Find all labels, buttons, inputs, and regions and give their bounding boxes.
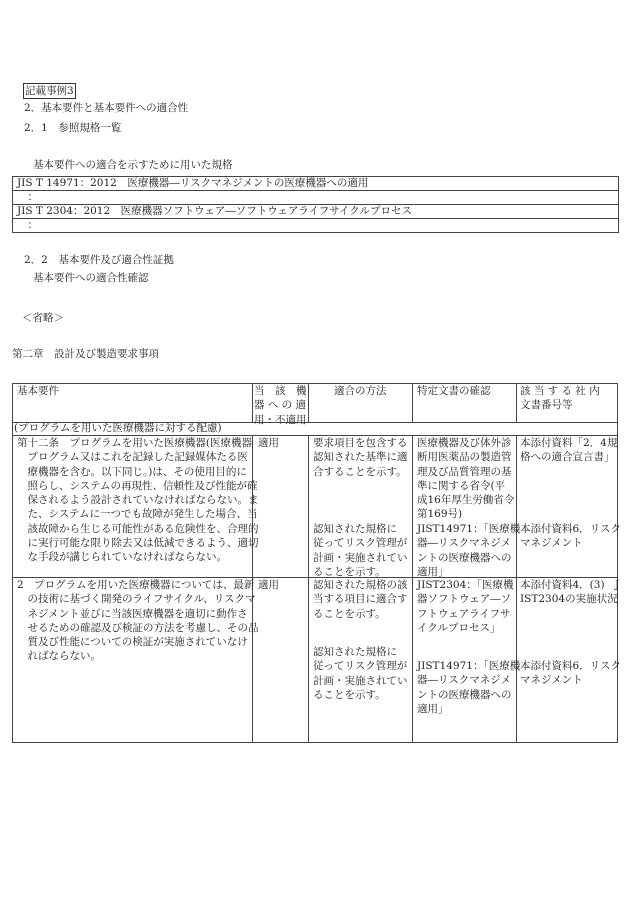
standards-table	[12, 176, 619, 233]
standards-caption: 基本要件への適合を示すために用いた規格	[33, 159, 233, 171]
document-text: JIST14971：「医療機 器―リスクマネジメ ントの医療機器への 適用」	[417, 523, 521, 578]
method-text: 認知された規格に 従ってリスク管理が 計画・実施されてい ることを示す。	[313, 523, 408, 578]
requirement-text: 第十二条 プログラムを用いた医療機器(医療機器 プログラム又はこれを記録した記録媒体たる医 療機器を含む。以下同じ。)は、その使用目的に 照らし、システムの再現性、信頼性及び性能が確 保されるよう設計されていなければならない。ま た、システムに一つでも故障が発生した場合、当 該故障から生じる可能性がある危険性を、合理的 に実行可能な限り除去又は低減できるよう、適切 な手段が講じられていなければならない。	[17, 437, 259, 564]
internal-doc-text: 本添付資料「2．4規 格への適合宣言書」	[520, 437, 618, 464]
method-text: 要求項目を包含する 認知された基準に適 合することを示す。	[313, 437, 408, 478]
internal-doc-text: 本添付資料6．リスク マネジメント	[520, 523, 621, 550]
header-requirement: 基本要件	[17, 385, 59, 397]
section-2-1-title: 2．1 参照規格一覧	[24, 122, 122, 134]
standards-row: ：	[17, 219, 38, 231]
document-text: 医療機器及び体外診 断用医薬品の製造管 理及び品質管理の基 準に関する省令(平 成16年厚生労働省令 第169号)	[417, 437, 515, 521]
section-2-title: 2．基本要件と基本要件への適合性	[24, 102, 189, 114]
section-2-2-subtitle: 基本要件への適合性確認	[33, 272, 149, 284]
document-text: JIST2304：「医療機 器ソフトウェア―ソ フトウェアライフサ イクルプロセス」	[417, 579, 514, 634]
omitted-note: ＜省略＞	[22, 312, 64, 324]
standards-row: JIS T 14971：2012 医療機器―リスクマネジメントの医療機器への適用	[13, 177, 618, 191]
header-applicability: 当 該 機 器 へ の 適 用・不適用	[254, 385, 307, 426]
header-documents: 特定文書の確認	[417, 385, 491, 397]
requirement-text: 2 プログラムを用いた医療機器については、最新 の技術に基づく開発のライフサイクル、リスクマ ネジメント並びに当該医療機器を適切に動作さ せるための確認及び検証の方法を考慮し、その品 質及び性能についての検証が実施されていなけ ればならない。	[17, 579, 259, 663]
header-internal-docs: 該 当 す る 社 内 文書番号等	[520, 385, 600, 412]
section-2-2-title: 2．2 基本要件及び適合性証拠	[24, 254, 174, 266]
example-label: 記載事例3	[23, 83, 76, 99]
group-label: (プログラムを用いた医療機器に対する配慮)	[14, 422, 222, 434]
document-text: JIST14971：「医療機 器―リスクマネジメ ントの医療機器への 適用」	[417, 660, 521, 715]
standards-row: JIS T 2304：2012 医療機器ソフトウェア―ソフトウェアライフサイクルプロセス	[13, 205, 618, 219]
method-text: 認知された規格に 従ってリスク管理が 計画・実施されてい ることを示す。	[313, 646, 408, 701]
standards-row: ：	[13, 191, 618, 205]
internal-doc-text: 本添付資料4．(3) J IST2304の実施状況	[520, 579, 620, 606]
chapter-title: 第二章 設計及び製造要求事項	[12, 348, 159, 360]
internal-doc-text: 本添付資料6．リスク マネジメント	[520, 660, 621, 687]
applicability: 適用	[258, 579, 279, 591]
header-method: 適合の方法	[334, 385, 387, 397]
applicability: 適用	[258, 437, 279, 449]
method-text: 認知された規格の該 当する項目に適合す ることを示す。	[313, 579, 408, 620]
